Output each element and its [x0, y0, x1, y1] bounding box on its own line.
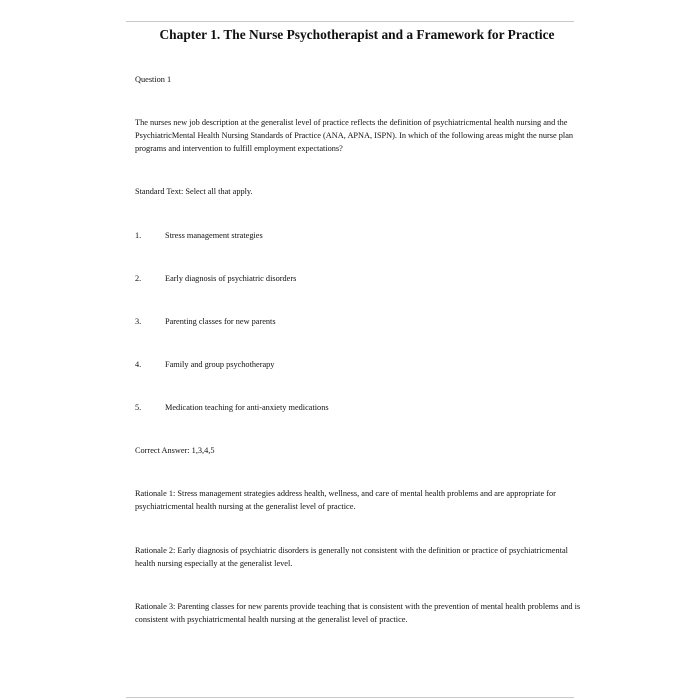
standard-text: Standard Text: Select all that apply.	[135, 187, 253, 196]
rationale-1: Rationale 1: Stress management strategies address health, wellness, and care of mental health problems and are appropriate for psychiatricmental health nursing at the generalist level of practice.	[135, 489, 556, 511]
option-label: Family and group psychotherapy	[165, 360, 275, 369]
rationale-2: Rationale 2: Early diagnosis of psychiatric disorders is generally not consistent with the definition or practice of psychiatricmental health nursing especially at the generalist level.	[135, 546, 568, 568]
option-label: Stress management strategies	[165, 231, 263, 240]
option-number: 5.	[135, 403, 142, 412]
option-label: Medication teaching for anti-anxiety medications	[165, 403, 329, 412]
question-text: The nurses new job description at the generalist level of practice reflects the definition of psychiatricmental health nursing and the PsychiatricMental Health Nursing Standards of Practice (ANA, APNA, ISPN). In which of the following areas might the nurse plan programs and intervention to fulfill employment expectations?	[135, 118, 574, 153]
option-label: Parenting classes for new parents	[165, 317, 276, 326]
correct-answer: Correct Answer: 1,3,4,5	[135, 446, 215, 455]
option-number: 2.	[135, 274, 142, 283]
rationale-3: Rationale 3: Parenting classes for new parents provide teaching that is consistent with the prevention of mental health problems and is consistent with psychiatricmental health nursing at the generalist level of practice.	[135, 602, 581, 624]
top-divider	[126, 21, 574, 22]
option-number: 4.	[135, 360, 142, 369]
option-number: 3.	[135, 317, 142, 326]
option-label: Early diagnosis of psychiatric disorders	[165, 274, 297, 283]
chapter-title: Chapter 1. The Nurse Psychotherapist and a Framework for Practice	[159, 27, 555, 42]
question-label: Question 1	[135, 75, 172, 84]
bottom-divider	[126, 697, 574, 698]
option-number: 1.	[135, 231, 142, 240]
